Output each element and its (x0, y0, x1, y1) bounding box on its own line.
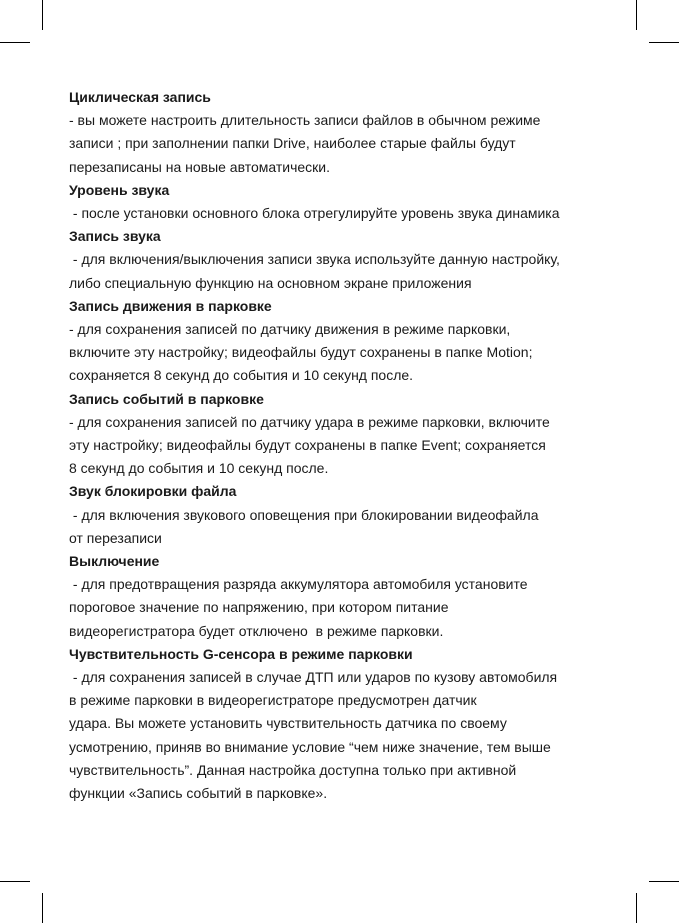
section-text-line: - для сохранения записей по датчику удара в режиме парковки, включите (69, 413, 550, 430)
section-text-line: - для предотвращения разряда аккумулятора автомобиля установите (69, 576, 528, 593)
section-text-line: - после установки основного блока отрегулируйте уровень звука динамика (69, 205, 560, 222)
section-text-line: эту настройку; видеофайлы будут сохранены в папке Event; сохраняется (69, 437, 546, 454)
section-text-line: включите эту настройку; видеофайлы будут сохранены в папке Motion; (69, 344, 533, 361)
section-text-line: перезаписаны на новые автоматически. (69, 158, 331, 175)
section-heading: Уровень звука (69, 181, 170, 198)
section-heading: Звук блокировки файла (69, 483, 237, 500)
section-power-off (69, 550, 629, 643)
section-text-line: - для сохранения записей по датчику движения в режиме парковки, (69, 321, 511, 338)
crop-mark-bottom-right-vertical (636, 893, 637, 923)
section-text-line: записи ; при заполнении папки Drive, наиболее старые файлы будут (69, 135, 516, 152)
section-text-line: - для включения звукового оповещения при блокировании видеофайла (69, 506, 539, 523)
section-text-line: либо специальную функцию на основном экране приложения (69, 274, 472, 291)
section-sound-recording (69, 225, 629, 295)
section-text-line: - вы можете настроить длительность записи файлов в обычном режиме (69, 112, 541, 129)
section-heading: Циклическая запись (69, 89, 211, 105)
section-file-lock-sound (69, 480, 629, 550)
section-text-line: усмотрению, приняв во внимание условие “чем ниже значение, тем выше (69, 738, 551, 755)
section-text-line: сохраняется 8 секунд до события и 10 секунд после. (69, 367, 414, 384)
section-text-line: пороговое значение по напряжению, при котором питание (69, 599, 449, 616)
section-text-line: - для включения/выключения записи звука используйте данную настройку, (69, 251, 560, 268)
section-parking-event-recording (69, 388, 629, 481)
section-text-line: видеорегистратора будет отключено в режиме парковки. (69, 622, 444, 639)
section-heading: Запись звука (69, 228, 161, 245)
section-heading: Чувствительность G-сенсора в режиме парковки (69, 645, 413, 662)
section-text-line: 8 секунд до события и 10 секунд после. (69, 460, 329, 477)
section-text-line: чувствительность”. Данная настройка доступна только при активной (69, 761, 517, 778)
section-parking-motion-recording (69, 295, 629, 388)
section-text-line: удара. Вы можете установить чувствительность датчика по своему (69, 715, 507, 732)
crop-mark-bottom-left-horizontal (0, 881, 30, 882)
section-heading: Запись движения в парковке (69, 297, 272, 314)
settings-description-text (69, 86, 629, 805)
section-heading: Запись событий в парковке (69, 390, 264, 407)
section-text-line: от перезаписи (69, 529, 162, 546)
section-text-line: функции «Запись событий в парковке». (69, 785, 328, 802)
crop-mark-top-left-vertical (42, 0, 43, 30)
crop-mark-bottom-right-horizontal (649, 881, 679, 882)
crop-mark-top-right-vertical (636, 0, 637, 30)
section-sound-level (69, 179, 629, 225)
crop-mark-bottom-left-vertical (42, 893, 43, 923)
section-parking-g-sensor (69, 643, 629, 805)
section-text-line: - для сохранения записей в случае ДТП или ударов по кузову автомобиля (69, 669, 558, 686)
crop-mark-top-right-horizontal (649, 42, 679, 43)
crop-mark-top-left-horizontal (0, 42, 30, 43)
section-heading: Выключение (69, 553, 160, 570)
section-text-line: в режиме парковки в видеорегистраторе предусмотрен датчик (69, 692, 477, 709)
section-cyclic-recording (69, 86, 629, 179)
